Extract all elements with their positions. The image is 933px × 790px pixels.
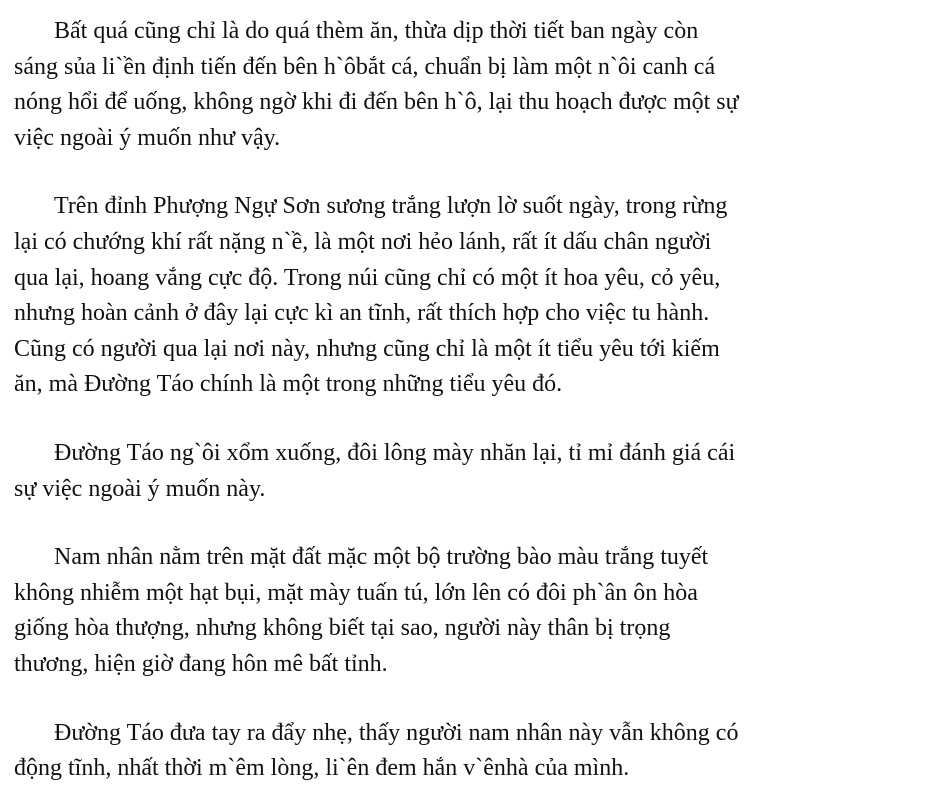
text-line: sáng sủa li`ền định tiến đến bên h`ôbắt cá, chuẩn bị làm một n`ôi canh cá — [14, 53, 716, 80]
text-line: Cũng có người qua lại nơi này, nhưng cũng chỉ là một ít tiểu yêu tới kiếm — [14, 335, 720, 362]
text-line: sự việc ngoài ý muốn này. — [14, 475, 266, 502]
text-line: không nhiễm một hạt bụi, mặt mày tuấn tú, lớn lên có đôi ph`ân ôn hòa — [14, 579, 698, 606]
paragraph-2 — [14, 189, 929, 403]
text-line: việc ngoài ý muốn như vậy. — [14, 124, 281, 151]
text-line: Trên đỉnh Phượng Ngự Sơn sương trắng lượn lờ suốt ngày, trong rừng — [54, 193, 728, 220]
paragraph-5 — [14, 716, 929, 787]
text-line: Đường Táo đưa tay ra đẩy nhẹ, thấy người nam nhân này vẫn không có — [54, 719, 739, 746]
text-line: giống hòa thượng, nhưng không biết tại sao, người này thân bị trọng — [14, 615, 671, 642]
text-line: qua lại, hoang vắng cực độ. Trong núi cũng chỉ có một ít hoa yêu, cỏ yêu, — [14, 264, 721, 291]
text-line: Nam nhân nằm trên mặt đất mặc một bộ trường bào màu trắng tuyết — [54, 544, 709, 571]
text-line: Đường Táo ng`ôi xổm xuống, đôi lông mày nhăn lại, tỉ mỉ đánh giá cái — [54, 439, 736, 466]
paragraph-1 — [14, 14, 929, 156]
text-line: Bất quá cũng chỉ là do quá thèm ăn, thừa dịp thời tiết ban ngày còn — [54, 18, 699, 44]
paragraph-4 — [14, 540, 929, 682]
text-line: thương, hiện giờ đang hôn mê bất tỉnh. — [14, 650, 388, 677]
paragraph-3 — [14, 436, 929, 507]
text-line: nóng hổi để uống, không ngờ khi đi đến bên h`ô, lại thu hoạch được một sự — [14, 89, 739, 116]
text-line: động tĩnh, nhất thời m`êm lòng, li`ên đem hắn v`ênhà của mình. — [14, 755, 630, 782]
text-line: lại có chướng khí rất nặng n`ề, là một nơi hẻo lánh, rất ít dấu chân người — [14, 228, 712, 255]
text-line: ăn, mà Đường Táo chính là một trong những tiểu yêu đó. — [14, 371, 563, 398]
text-line: nhưng hoàn cảnh ở đây lại cực kì an tĩnh, rất thích hợp cho việc tu hành. — [14, 300, 710, 327]
